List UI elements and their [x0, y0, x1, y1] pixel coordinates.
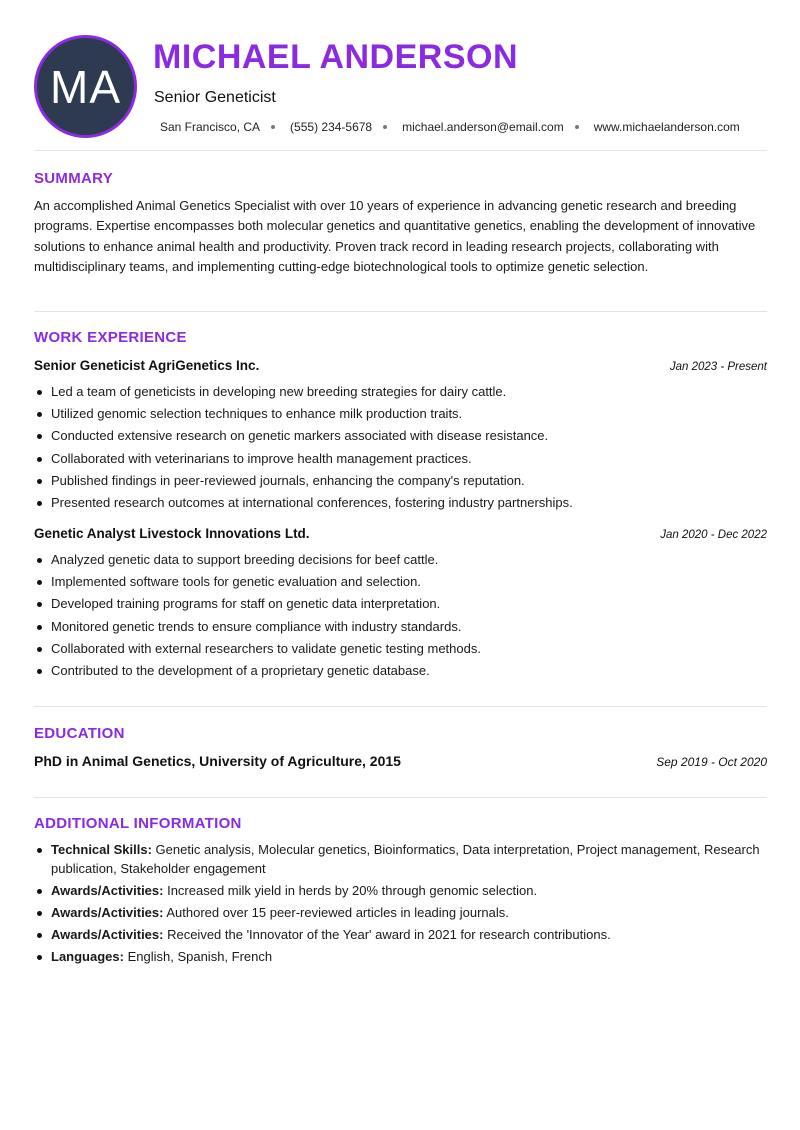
- list-item: [34, 904, 767, 923]
- separator-dot: [575, 125, 579, 129]
- item-text: English, Spanish, French: [123, 949, 273, 964]
- list-item: Contributed to the development of a proprietary genetic database.: [34, 660, 767, 682]
- summary-heading: SUMMARY: [34, 170, 114, 187]
- list-item: [34, 882, 767, 901]
- contact-email[interactable]: michael.anderson@email.com: [402, 120, 564, 134]
- job-header: [34, 526, 767, 541]
- additional-info-list: [34, 841, 767, 970]
- item-text: Authored over 15 peer-reviewed articles in leading journals.: [163, 904, 509, 920]
- list-item: Monitored genetic trends to ensure compliance with industry standards.: [34, 616, 767, 638]
- list-item: Conducted extensive research on genetic markers associated with disease resistance.: [34, 425, 767, 447]
- summary-text: An accomplished Animal Genetics Specialist with over 10 years of experience in advancing genetic research and breeding programs. Expertise encompasses both molecular genetics and quantitative genetics, enabling the development of innovative solutions to enhance animal health and productivity. Proven track record in leading research projects, collaborating with multidisciplinary teams, and implementing cutting-edge biotechnological tools to optimize genetic selection.: [34, 198, 756, 274]
- list-item: Implemented software tools for genetic evaluation and selection.: [34, 571, 767, 593]
- list-item: Analyzed genetic data to support breeding decisions for beef cattle.: [34, 549, 767, 571]
- education-entry: [34, 753, 767, 769]
- job-date: Jan 2023 - Present: [669, 361, 767, 373]
- list-item: Collaborated with external researchers to validate genetic testing methods.: [34, 638, 767, 660]
- contact-location: San Francisco, CA: [160, 120, 261, 134]
- list-item: Led a team of geneticists in developing new breeding strategies for dairy cattle.: [34, 381, 767, 403]
- separator-dot: [383, 125, 387, 129]
- job-bullet-list: [34, 549, 767, 682]
- item-text: Increased milk yield in herds by 20% through genomic selection.: [163, 882, 538, 898]
- candidate-title: Senior Geneticist: [154, 89, 276, 106]
- item-label: Awards/Activities:: [51, 904, 164, 920]
- item-label: Languages:: [51, 949, 124, 964]
- job-role: Genetic Analyst Livestock Innovations Ltd.: [34, 526, 310, 541]
- divider: [34, 311, 767, 312]
- item-text: Received the 'Innovator of the Year' award in 2021 for research contributions.: [163, 926, 611, 942]
- job-bullet-list: [34, 381, 767, 514]
- additional-info-heading: ADDITIONAL INFORMATION: [34, 815, 242, 832]
- list-item: [34, 841, 767, 878]
- list-item: Published findings in peer-reviewed journals, enhancing the company's reputation.: [34, 470, 767, 492]
- list-item: [34, 948, 767, 967]
- list-item: Collaborated with veterinarians to improve health management practices.: [34, 448, 767, 470]
- avatar: [34, 35, 137, 138]
- job-date: Jan 2020 - Dec 2022: [660, 529, 767, 541]
- item-label: Awards/Activities:: [51, 926, 164, 942]
- divider: [34, 150, 767, 151]
- education-date: Sep 2019 - Oct 2020: [656, 755, 767, 769]
- education-heading: EDUCATION: [34, 725, 125, 742]
- work-experience-heading: WORK EXPERIENCE: [34, 329, 187, 346]
- item-label: Technical Skills:: [51, 842, 152, 857]
- list-item: Utilized genomic selection techniques to enhance milk production traits.: [34, 403, 767, 425]
- job-header: [34, 358, 767, 373]
- separator-dot: [271, 125, 275, 129]
- avatar-initials: MA: [50, 60, 121, 113]
- contact-bar: [160, 120, 740, 134]
- job-role: Senior Geneticist AgriGenetics Inc.: [34, 358, 260, 373]
- list-item: Developed training programs for staff on genetic data interpretation.: [34, 593, 767, 615]
- candidate-name: MICHAEL ANDERSON: [153, 38, 519, 76]
- contact-website[interactable]: www.michaelanderson.com: [593, 120, 740, 134]
- list-item: [34, 926, 767, 945]
- item-label: Awards/Activities:: [51, 882, 164, 898]
- item-text: Genetic analysis, Molecular genetics, Bioinformatics, Data interpretation, Project management, Research publication, Stakeholder engagement: [51, 842, 760, 876]
- divider: [34, 706, 767, 707]
- education-degree: PhD in Animal Genetics, University of Agriculture, 2015: [34, 753, 401, 769]
- contact-phone: (555) 234-5678: [290, 120, 373, 134]
- divider: [34, 797, 767, 798]
- list-item: Presented research outcomes at international conferences, fostering industry partnerships.: [34, 492, 767, 514]
